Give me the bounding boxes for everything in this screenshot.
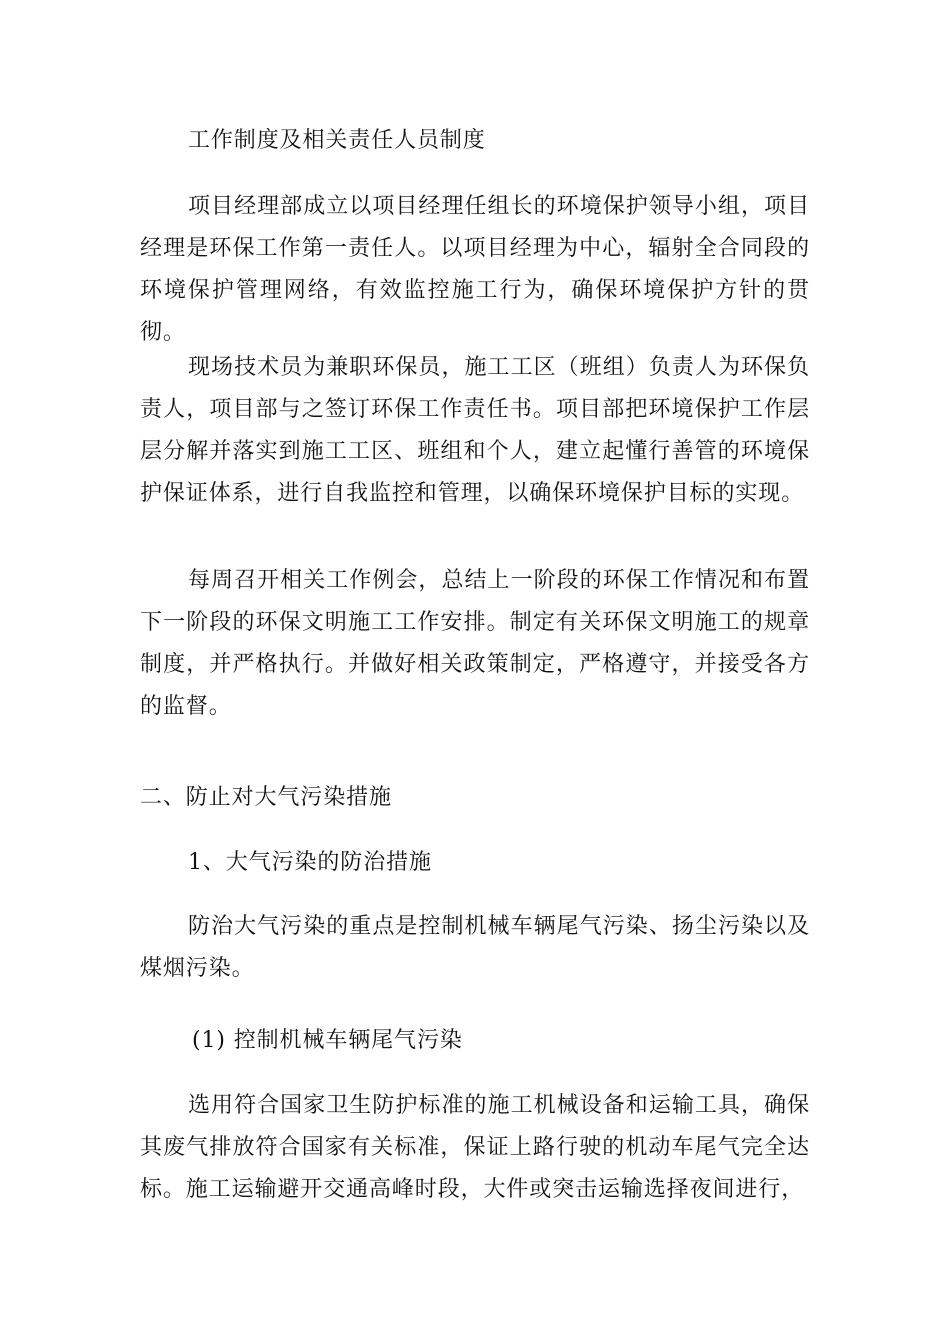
paragraph-vehicle-standards: 选用符合国家卫生防护标准的施工机械设备和运输工具，确保其废气排放符合国家有关标准，保证上路行驶的机动车尾气完全达标。施工运输避开交通高峰时段，大件或突击运输选择夜间进行， [140,1093,810,1202]
paragraph-air-pollution-focus: 防治大气污染的重点是控制机械车辆尾气污染、扬尘污染以及煤烟污染。 [140,914,810,981]
paragraph-environmental-officer: 现场技术员为兼职环保员，施工工区（班组）负责人为环保负责人，项目部与之签订环保工作责任书。项目部把环境保护工作层层分解并落实到施工工区、班组和个人，建立起懂行善管的环境保护保证体系，进行自我监控和管理，以确保环境保护目标的实现。 [140,355,810,506]
section-heading-work-system: 工作制度及相关责任人员制度 [188,128,486,153]
subsection-heading-air-pollution-prevention: 1、大气污染的防治措施 [188,850,432,875]
item-heading-vehicle-exhaust: (1) 控制机械车辆尾气污染 [192,1028,463,1053]
section-heading-air-pollution: 二、防止对大气污染措施 [140,785,392,810]
paragraph-leadership-group: 项目经理部成立以项目经理任组长的环境保护领导小组，项目经理是环保工作第一责任人。以项目经理为中心，辐射全合同段的环境保护管理网络，有效监控施工行为，确保环境保护方针的贯彻。 [140,194,810,345]
paragraph-weekly-meeting: 每周召开相关工作例会，总结上一阶段的环保工作情况和布置下一阶段的环保文明施工工作安排。制定有关环保文明施工的规章制度，并严格执行。并做好相关政策制定，严格遵守，并接受各方的监督。 [140,568,810,719]
